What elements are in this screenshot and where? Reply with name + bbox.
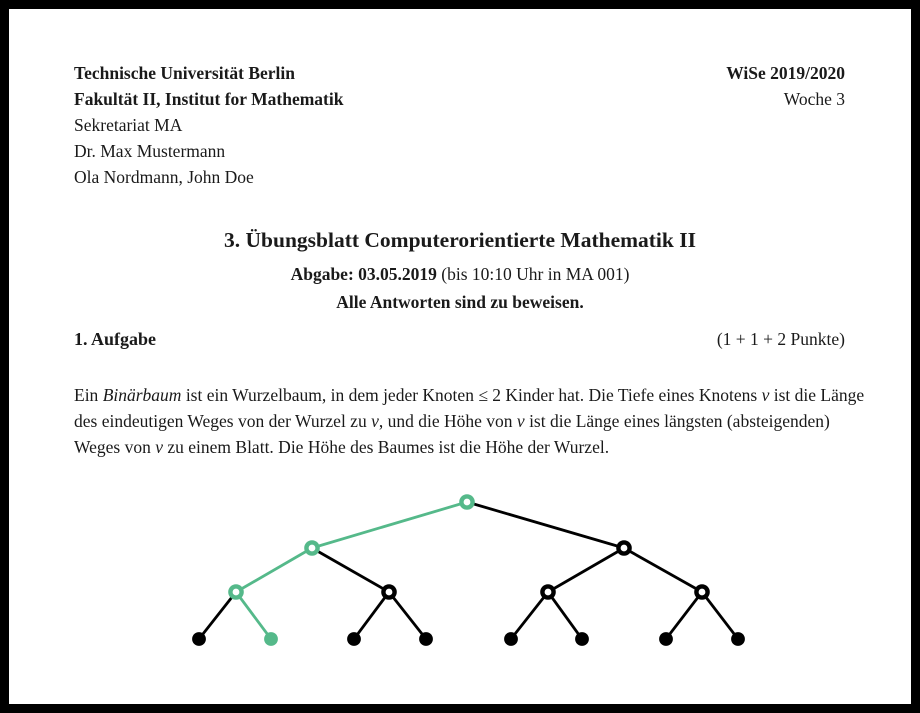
assistant-names: Ola Nordmann, John Doe [74, 167, 254, 187]
paragraph-text: ist die Länge des eindeutigen Weges von der Wurzel zu [74, 384, 865, 431]
tree-edge-RR-RRL [666, 592, 702, 639]
semester-label: WiSe 2019/2020 [726, 63, 845, 83]
task-paragraph [74, 382, 868, 461]
institution-name: Technische Universität Berlin [74, 63, 296, 83]
paragraph-text: ist die Länge eines längsten (absteigenden) Weges von [74, 410, 830, 458]
tree-inner-node-RL [542, 586, 553, 597]
paragraph-text: zu einem Blatt. Die Höhe des Baumes ist die Höhe der Wurzel. [163, 437, 610, 458]
tree-edge-RL-RLR [548, 592, 582, 639]
tree-inner-node-root [461, 496, 472, 507]
math-var-v: v [155, 437, 163, 458]
submission-deadline-line [9, 264, 911, 285]
tree-leaf-node-LRL [347, 632, 361, 646]
page-title: 3. Übungsblatt Computerorientierte Mathematik II [224, 228, 696, 252]
task-heading: 1. Aufgabe [74, 329, 157, 349]
tree-edge-L-LR [312, 548, 389, 592]
submission-deadline-details: (bis 10:10 Uhr in MA 001) [436, 264, 630, 284]
proof-note: Alle Antworten sind zu beweisen. [336, 292, 584, 312]
tree-edge-RR-RRR [702, 592, 738, 639]
tree-inner-node-LL [230, 586, 241, 597]
tree-edge-R-RL [548, 548, 624, 592]
header-institution-block [74, 60, 343, 190]
tree-edge-root-R [467, 502, 624, 548]
math-var-v: v [371, 410, 379, 431]
tree-leaf-node-RRL [659, 632, 673, 646]
task-points: (1 + 1 + 2 Punkte) [716, 329, 845, 349]
tree-edge-root-L [312, 502, 467, 548]
tree-inner-node-LR [383, 586, 394, 597]
tree-inner-node-RR [696, 586, 707, 597]
tree-leaf-node-LRR [419, 632, 433, 646]
tree-leaf-node-RLL [504, 632, 518, 646]
term-binaerbaum: Binärbaum [102, 384, 182, 405]
tree-edge-LL-LLR [236, 592, 271, 639]
tree-leaf-node-RLR [575, 632, 589, 646]
tree-edge-L-LL [236, 548, 312, 592]
tree-edge-LL-LLL [199, 592, 236, 639]
task-heading-row [74, 329, 845, 350]
tree-inner-node-R [618, 542, 629, 553]
tree-edge-RL-RLL [511, 592, 548, 639]
week-label: Woche 3 [783, 89, 845, 109]
submission-deadline-date: Abgabe: 03.05.2019 [290, 264, 437, 284]
tree-edge-LR-LRR [389, 592, 426, 639]
header-semester-block [726, 60, 845, 112]
secretariat: Sekretariat MA [74, 115, 183, 135]
paragraph-text: Ein [74, 384, 103, 405]
paragraph-text: ist ein Wurzelbaum, in dem jeder Knoten ≤ 2 Kinder hat. Die Tiefe eines Knotens [181, 384, 762, 405]
paragraph-text: , und die Höhe von [378, 410, 517, 431]
tree-leaf-node-RRR [731, 632, 745, 646]
math-var-v: v [516, 410, 525, 431]
tree-inner-node-L [306, 542, 317, 553]
tree-edge-R-RR [624, 548, 702, 592]
tree-edge-LR-LRL [354, 592, 389, 639]
math-var-v: v [761, 384, 770, 405]
faculty-name: Fakultät II, Institut for Mathematik [74, 89, 344, 109]
tree-leaf-node-LLL [192, 632, 206, 646]
lecturer-name: Dr. Max Mustermann [74, 141, 226, 161]
tree-leaf-node-LLR [264, 632, 278, 646]
